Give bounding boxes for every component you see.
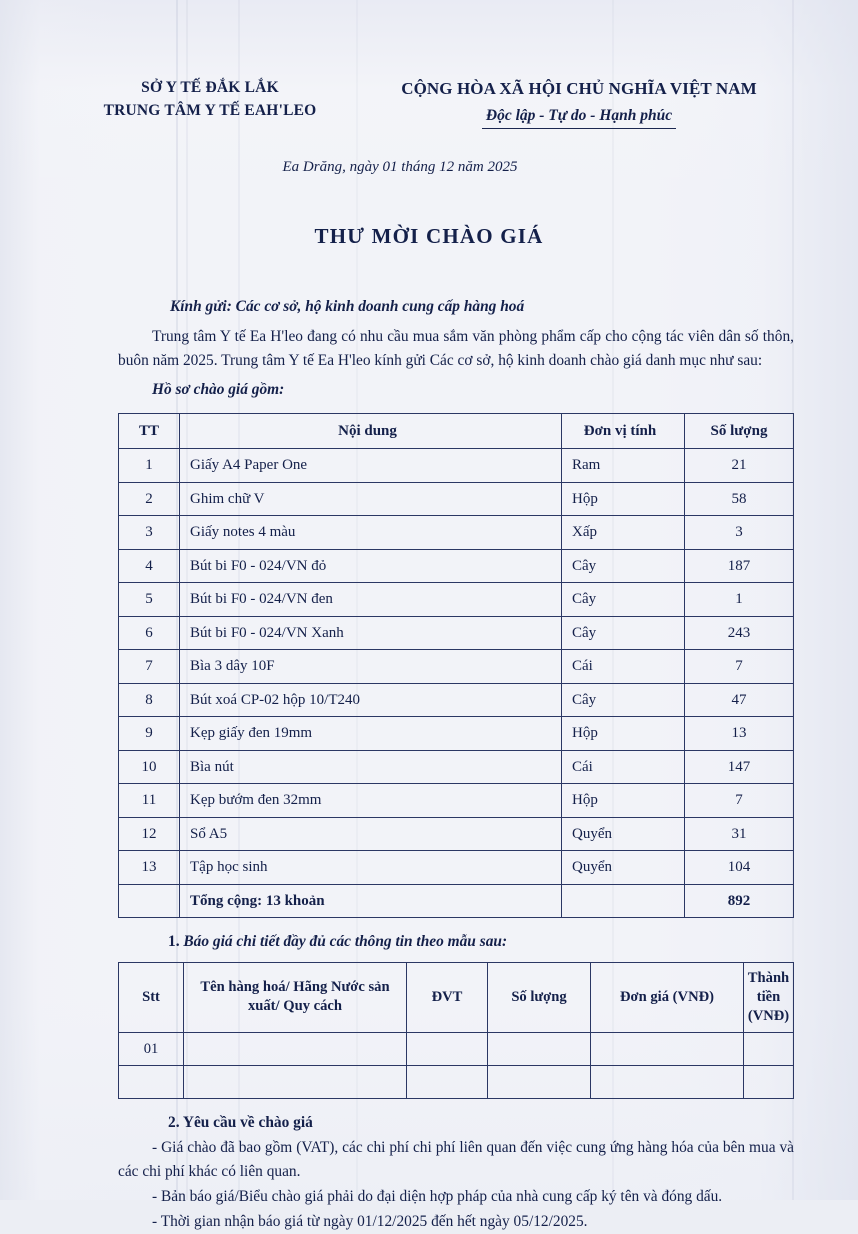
section-1-text: Báo giá chi tiết đầy đủ các thông tin theo mẫu sau: [183,933,508,951]
nation-name: CỘNG HÒA XÃ HỘI CHỦ NGHĨA VIỆT NAM [401,79,757,98]
cell-tt: 2 [119,482,180,516]
cell-qty: 21 [685,449,794,483]
form-cell-stt[interactable]: 01 [119,1032,184,1065]
cell-name: Kẹp bướm đen 32mm [180,784,562,818]
col-header-price: Đơn giá (VNĐ) [591,962,744,1032]
col-header-tt: TT [119,414,180,449]
requirement-bullet-2: - Bản báo giá/Biểu chào giá phải do đại diện hợp pháp của nhà cung cấp ký tên và đóng dấu. [152,1187,723,1205]
cell-unit: Cây [562,583,685,617]
cell-tt: 9 [119,717,180,751]
cell-qty: 47 [685,683,794,717]
cell-unit: Quyển [562,851,685,885]
cell-tt: 12 [119,817,180,851]
col-header-qty: Số lượng [685,414,794,449]
table-row [119,851,794,885]
table-row [119,750,794,784]
document-header [0,0,858,129]
cell-unit: Hộp [562,784,685,818]
cell-qty: 13 [685,717,794,751]
cell-qty: 7 [685,784,794,818]
quotation-form-table [118,962,794,1099]
cell-name: Bút bi F0 - 024/VN Xanh [180,616,562,650]
col-header-unit: Đơn vị tính [562,414,685,449]
cell-unit: Cái [562,650,685,684]
cell-qty: 187 [685,549,794,583]
national-heading [360,76,798,129]
cell-name: Giấy A4 Paper One [180,449,562,483]
cell-tt: 1 [119,449,180,483]
table-row [119,817,794,851]
cell-tt: 5 [119,583,180,617]
cell-unit: Hộp [562,482,685,516]
cell-qty: 3 [685,516,794,550]
cell-unit: Quyển [562,817,685,851]
section-1-heading [118,930,794,953]
table-row [119,482,794,516]
cell-tt: 4 [119,549,180,583]
form-cell-goods[interactable] [184,1065,407,1098]
cell-name: Ghim chữ V [180,482,562,516]
table-row [119,549,794,583]
cell-name: Bút xoá CP-02 hộp 10/T240 [180,683,562,717]
form-cell-stt[interactable] [119,1065,184,1098]
form-cell-qty[interactable] [488,1065,591,1098]
form-cell-dvt[interactable] [407,1032,488,1065]
quotation-form-body [119,1032,794,1098]
total-quantity: 892 [685,884,794,918]
recipient-line: Kính gửi: Các cơ sở, hộ kinh doanh cung cấp hàng hoá [170,297,525,315]
form-cell-amount[interactable] [744,1065,794,1098]
cell-qty: 58 [685,482,794,516]
place-and-date: Ea Drăng, ngày 01 tháng 12 năm 2025 [282,158,518,175]
document-body [0,295,858,1234]
cell-tt: 10 [119,750,180,784]
cell-tt: 3 [119,516,180,550]
cell-unit: Xấp [562,516,685,550]
cell-tt: 11 [119,784,180,818]
national-motto: Độc lập - Tự do - Hạnh phúc [482,104,676,129]
form-row [119,1032,794,1065]
cell-empty-unit [562,884,685,918]
form-cell-qty[interactable] [488,1032,591,1065]
cell-qty: 243 [685,616,794,650]
table-row [119,616,794,650]
cell-qty: 104 [685,851,794,885]
cell-name: Bìa 3 dây 10F [180,650,562,684]
items-table [118,413,794,918]
items-table-body [119,449,794,918]
table-header-row [119,414,794,449]
cell-qty: 1 [685,583,794,617]
requirement-bullet-3: - Thời gian nhận báo giá từ ngày 01/12/2025 đến hết ngày 05/12/2025. [152,1213,588,1231]
section-2-number: 2. [168,1113,180,1131]
cell-qty: 31 [685,817,794,851]
table-row [119,583,794,617]
col-header-amount: Thành tiền (VNĐ) [744,962,794,1032]
table-row [119,516,794,550]
cell-qty: 147 [685,750,794,784]
table-row [119,650,794,684]
dossier-subheading: Hồ sơ chào giá gồm: [152,380,285,398]
col-header-dvt: ĐVT [407,962,488,1032]
cell-name: Bìa nút [180,750,562,784]
col-header-qty: Số lượng [488,962,591,1032]
cell-name: Bút bi F0 - 024/VN đen [180,583,562,617]
form-cell-dvt[interactable] [407,1065,488,1098]
table-row [119,784,794,818]
section-2-heading [118,1111,794,1134]
form-cell-price[interactable] [591,1065,744,1098]
col-header-stt: Stt [119,962,184,1032]
cell-tt: 13 [119,851,180,885]
total-label: Tổng cộng: 13 khoản [180,884,562,918]
cell-name: Giấy notes 4 màu [180,516,562,550]
org-line-1: SỞ Y TẾ ĐẮK LẮK [141,79,279,96]
intro-paragraph: Trung tâm Y tế Ea H'leo đang có nhu cầu mua sắm văn phòng phẩm cấp cho cộng tác viên dân số thôn, buôn năm 2025. Trung tâm Y tế Ea H'leo kính gửi Các cơ sở, hộ kinh doanh chào giá danh mục như sau: [118,328,794,369]
cell-qty: 7 [685,650,794,684]
table-row [119,449,794,483]
form-cell-price[interactable] [591,1032,744,1065]
table-row [119,717,794,751]
issuing-organization [60,76,360,129]
cell-unit: Cây [562,616,685,650]
form-cell-goods[interactable] [184,1032,407,1065]
org-line-2: TRUNG TÂM Y TẾ EAH'LEO [103,102,317,120]
cell-name: Sổ A5 [180,817,562,851]
cell-tt: 7 [119,650,180,684]
form-cell-amount[interactable] [744,1032,794,1065]
cell-unit: Cây [562,683,685,717]
cell-unit: Cây [562,549,685,583]
form-header-row [119,962,794,1032]
cell-tt: 8 [119,683,180,717]
cell-tt: 6 [119,616,180,650]
cell-name: Kẹp giấy đen 19mm [180,717,562,751]
section-2-text: Yêu cầu về chào giá [182,1113,313,1131]
page-title: THƯ MỜI CHÀO GIÁ [314,223,544,248]
cell-empty [119,884,180,918]
cell-unit: Hộp [562,717,685,751]
form-row [119,1065,794,1098]
table-row [119,683,794,717]
cell-name: Bút bi F0 - 024/VN đỏ [180,549,562,583]
cell-name: Tập học sinh [180,851,562,885]
col-header-name: Nội dung [180,414,562,449]
section-1-number: 1. [168,933,180,951]
col-header-goods: Tên hàng hoá/ Hãng Nước sản xuất/ Quy cách [184,962,407,1032]
requirement-bullet-1: - Giá chào đã bao gồm (VAT), các chi phí chi phí liên quan đến việc cung ứng hàng hóa của bên mua và các chi phí khác có liên quan. [118,1139,794,1180]
table-total-row [119,884,794,918]
cell-unit: Ram [562,449,685,483]
cell-unit: Cái [562,750,685,784]
